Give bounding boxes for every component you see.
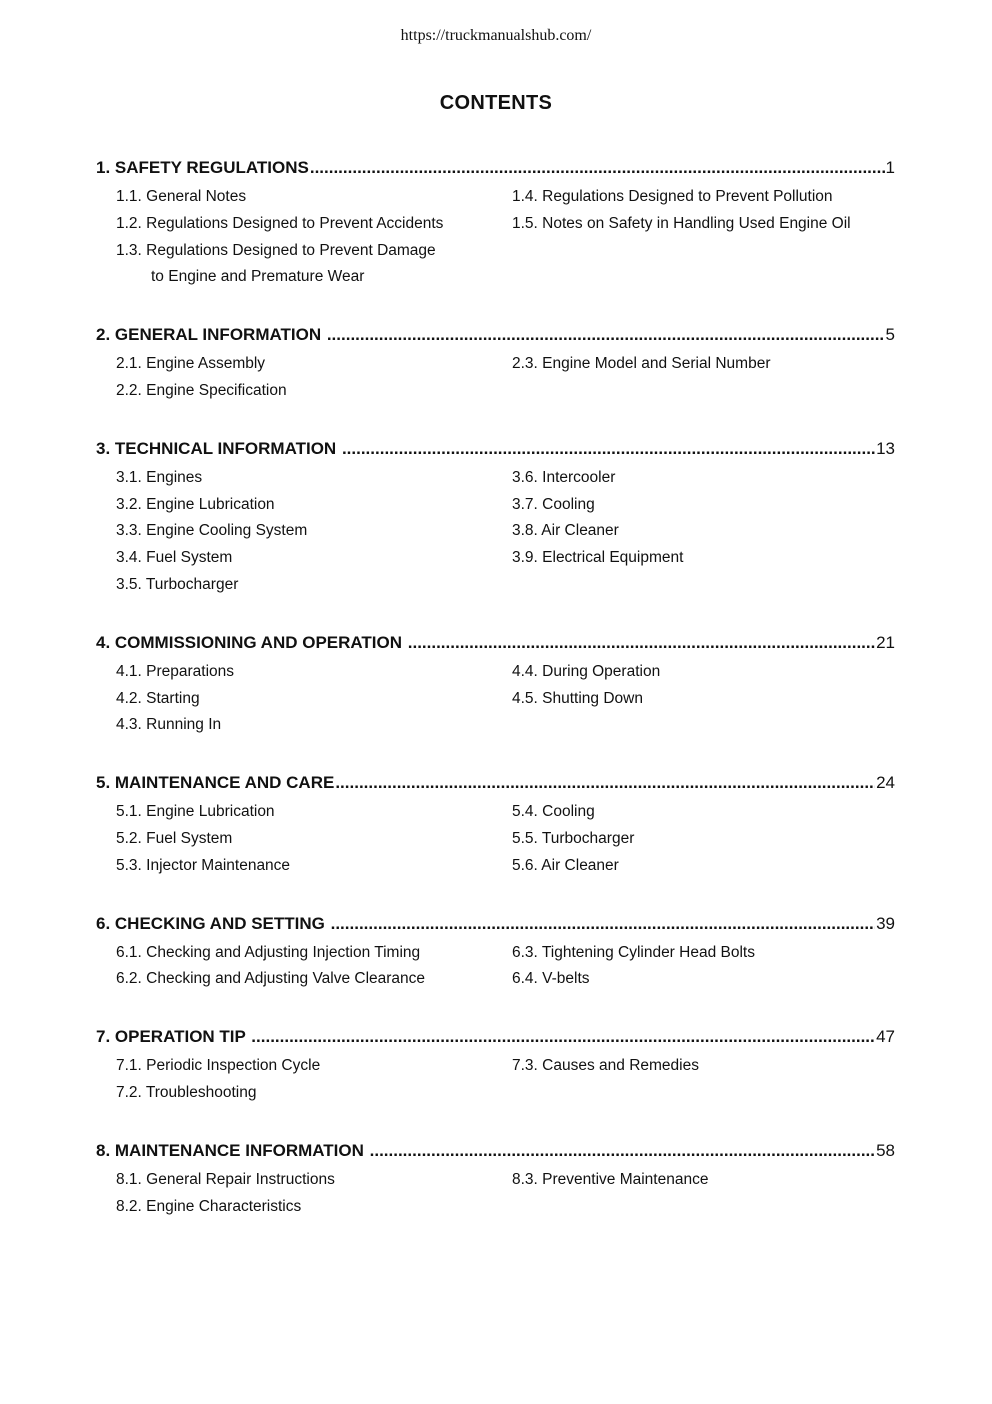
subsection-column-left — [116, 659, 512, 739]
page-title: CONTENTS — [439, 92, 553, 114]
subsection-column-left — [116, 940, 512, 994]
subsection-column-left — [116, 1167, 512, 1221]
toc-section-heading[interactable] — [96, 632, 895, 659]
subsection-column-left — [116, 184, 512, 291]
subsection-item[interactable]: 7.3. Causes and Remedies — [512, 1057, 699, 1075]
subsection-list — [96, 1053, 895, 1107]
section-title: 7. OPERATION TIP — [96, 1027, 251, 1047]
subsection-item[interactable]: 1.3. Regulations Designed to Prevent Damage — [116, 241, 436, 259]
subsection-list — [96, 799, 895, 879]
subsection-item[interactable]: 1.5. Notes on Safety in Handling Used Engine Oil — [512, 214, 851, 232]
subsection-item[interactable]: 3.6. Intercooler — [512, 468, 616, 486]
subsection-column-left — [116, 799, 512, 879]
page-number: 39 — [876, 913, 895, 933]
subsection-item[interactable]: 3.8. Air Cleaner — [512, 522, 619, 540]
dot-leader — [327, 324, 885, 345]
subsection-item[interactable]: 2.2. Engine Specification — [116, 381, 287, 399]
toc-section-heading[interactable] — [96, 438, 895, 465]
section-title: 5. MAINTENANCE AND CARE — [96, 773, 335, 793]
subsection-column-right — [512, 659, 895, 739]
subsection-item[interactable]: 5.3. Injector Maintenance — [116, 856, 291, 874]
dot-leader — [408, 632, 875, 653]
header-url[interactable]: https://truckmanualshub.com/ — [400, 27, 592, 44]
subsection-column-right — [512, 799, 895, 879]
subsection-column-right — [512, 465, 895, 599]
subsection-item[interactable]: 4.4. During Operation — [512, 662, 661, 680]
subsection-item[interactable]: 7.1. Periodic Inspection Cycle — [116, 1057, 321, 1075]
subsection-item[interactable]: 6.3. Tightening Cylinder Head Bolts — [512, 943, 755, 961]
subsection-item[interactable]: 5.4. Cooling — [512, 803, 595, 821]
section-title: 3. TECHNICAL INFORMATION — [96, 438, 341, 458]
toc-section — [96, 1026, 895, 1107]
page-number: 1 — [885, 158, 895, 177]
subsection-item[interactable]: 3.9. Electrical Equipment — [512, 549, 684, 567]
subsection-column-right — [512, 1167, 895, 1221]
section-title: 8. MAINTENANCE INFORMATION — [96, 1140, 369, 1160]
table-of-contents — [96, 157, 895, 1253]
dot-leader — [251, 1026, 875, 1047]
subsection-item[interactable]: 8.2. Engine Characteristics — [116, 1197, 302, 1215]
subsection-item[interactable]: 5.2. Fuel System — [116, 829, 233, 847]
subsection-column-left — [116, 351, 512, 405]
subsection-column-right — [512, 940, 895, 994]
subsection-item[interactable]: 6.2. Checking and Adjusting Valve Clearance — [116, 970, 426, 988]
subsection-item[interactable]: 1.1. General Notes — [116, 188, 247, 205]
dot-leader — [331, 913, 875, 934]
subsection-item[interactable]: 3.5. Turbocharger — [116, 575, 239, 593]
subsection-column-right — [512, 351, 895, 405]
toc-section — [96, 913, 895, 994]
section-title: 6. CHECKING AND SETTING — [96, 913, 330, 933]
subsection-list — [96, 659, 895, 739]
dot-leader — [342, 438, 875, 459]
section-title: 4. COMMISSIONING AND OPERATION — [96, 632, 407, 652]
page-number: 5 — [885, 325, 895, 345]
toc-section — [96, 438, 895, 599]
toc-section-heading[interactable] — [96, 913, 895, 940]
subsection-item[interactable]: 3.2. Engine Lubrication — [116, 495, 275, 513]
subsection-item-continuation[interactable]: to Engine and Premature Wear — [151, 268, 365, 286]
subsection-item[interactable]: 4.1. Preparations — [116, 662, 235, 680]
page-number: 47 — [876, 1027, 895, 1047]
subsection-item[interactable]: 5.5. Turbocharger — [512, 829, 635, 847]
subsection-item[interactable]: 4.3. Running In — [116, 716, 222, 734]
toc-section-heading[interactable] — [96, 1140, 895, 1167]
section-title: 2. GENERAL INFORMATION — [96, 325, 326, 345]
dot-leader — [335, 772, 875, 793]
subsection-list — [96, 351, 895, 405]
subsection-list — [96, 1167, 895, 1221]
subsection-item[interactable]: 4.5. Shutting Down — [512, 689, 643, 707]
subsection-item[interactable]: 1.2. Regulations Designed to Prevent Accidents — [116, 214, 444, 232]
subsection-item[interactable]: 3.3. Engine Cooling System — [116, 522, 308, 540]
subsection-item[interactable]: 8.1. General Repair Instructions — [116, 1170, 335, 1188]
subsection-list — [96, 184, 895, 291]
subsection-item[interactable]: 3.1. Engines — [116, 468, 203, 486]
toc-section-heading[interactable] — [96, 157, 895, 184]
subsection-list — [96, 940, 895, 994]
subsection-item[interactable]: 8.3. Preventive Maintenance — [512, 1170, 709, 1188]
subsection-item[interactable]: 5.1. Engine Lubrication — [116, 803, 275, 821]
subsection-column-left — [116, 1053, 512, 1107]
page-number: 58 — [876, 1140, 895, 1160]
dot-leader — [310, 157, 885, 178]
toc-section — [96, 632, 895, 739]
section-title: 1. SAFETY REGULATIONS — [96, 158, 309, 177]
subsection-item[interactable]: 2.3. Engine Model and Serial Number — [512, 355, 771, 373]
subsection-item[interactable]: 1.4. Regulations Designed to Prevent Pollution — [512, 188, 833, 205]
toc-section — [96, 1140, 895, 1221]
subsection-item[interactable]: 6.1. Checking and Adjusting Injection Timing — [116, 943, 421, 961]
subsection-list — [96, 465, 895, 599]
toc-section-heading[interactable] — [96, 772, 895, 799]
subsection-column-right — [512, 1053, 895, 1107]
subsection-item[interactable]: 3.4. Fuel System — [116, 549, 233, 567]
subsection-item[interactable]: 4.2. Starting — [116, 689, 200, 707]
toc-section — [96, 324, 895, 405]
subsection-item[interactable]: 6.4. V-belts — [512, 970, 590, 988]
subsection-item[interactable]: 5.6. Air Cleaner — [512, 856, 619, 874]
subsection-item[interactable]: 2.1. Engine Assembly — [116, 355, 266, 373]
subsection-item[interactable]: 7.2. Troubleshooting — [116, 1083, 257, 1101]
toc-section — [96, 772, 895, 879]
toc-section-heading[interactable] — [96, 1026, 895, 1053]
subsection-column-right — [512, 184, 895, 291]
toc-section — [96, 157, 895, 291]
page-number: 21 — [876, 632, 895, 652]
subsection-column-left — [116, 465, 512, 599]
dot-leader — [370, 1140, 875, 1161]
subsection-item[interactable]: 3.7. Cooling — [512, 495, 595, 513]
page-number: 24 — [876, 773, 895, 793]
page-number: 13 — [876, 438, 895, 458]
toc-section-heading[interactable] — [96, 324, 895, 351]
